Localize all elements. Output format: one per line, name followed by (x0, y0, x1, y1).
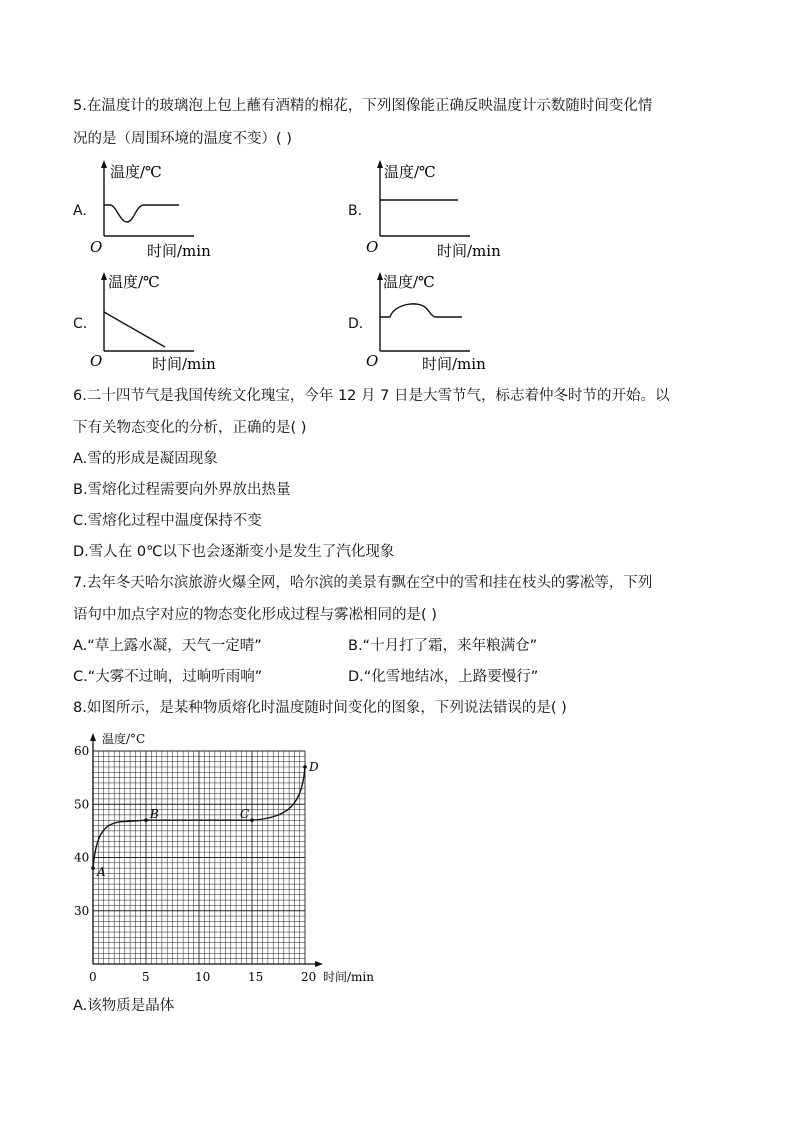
q5-c-xlabel: 时间/min (152, 355, 216, 373)
q5-a-ylabel: 温度/℃ (110, 163, 162, 181)
point-label-c: C (240, 807, 250, 822)
q5-option-d-label: D. (348, 316, 364, 332)
q5-c-ylabel: 温度/℃ (108, 273, 160, 291)
q6-text-line1: 6.二十四节气是我国传统文化瑰宝，今年 12 月 7 日是大雪节气，标志着仲冬时节的开始。以 (73, 388, 670, 404)
q5-option-a-graph (90, 158, 230, 258)
q5-option-a-label: A. (73, 203, 87, 219)
q5-b-origin: O (366, 238, 379, 256)
x-tick-label: 20 (301, 970, 317, 984)
point-d (303, 765, 307, 769)
q5-option-c-graph (90, 270, 230, 373)
q5-option-b-graph (366, 158, 506, 258)
melting-graph (70, 728, 390, 990)
q5-option-c-label: C. (73, 316, 88, 332)
q5-option-d-graph (366, 270, 506, 373)
q5-option-b-label: B. (348, 203, 363, 219)
q5-text-line2: 况的是（周围环境的温度不变）( ) (73, 131, 292, 147)
q6-option-b: B.雪熔化过程需要向外界放出热量 (73, 482, 291, 498)
y-tick-label: 30 (74, 903, 90, 918)
y-tick-label: 60 (74, 744, 90, 758)
q8-text-line1: 8.如图所示，是某种物质熔化时温度随时间变化的图象，下列说法错误的是( ) (73, 700, 567, 716)
q7-text-line2: 语句中加点字对应的物态变化形成过程与雾凇相同的是( ) (73, 607, 437, 623)
x-axis-label: 时间/min (323, 970, 374, 984)
q5-a-xlabel: 时间/min (147, 242, 211, 260)
y-axis-arrow (90, 733, 96, 741)
y-tick-label: 50 (74, 797, 90, 812)
q5-a-origin: O (90, 238, 103, 256)
q5-d-xlabel: 时间/min (422, 355, 486, 373)
q6-text-line2: 下有关物态变化的分析，正确的是( ) (73, 420, 307, 436)
q6-option-d: D.雪人在 0℃以下也会逐渐变小是发生了汽化现象 (73, 544, 395, 560)
q5-d-origin: O (366, 352, 379, 370)
q7-text-line1: 7.去年冬天哈尔滨旅游火爆全网，哈尔滨的美景有飘在空中的雪和挂在枝头的雾凇等，下列 (73, 575, 653, 591)
y-tick-label: 40 (74, 850, 90, 865)
q5-d-ylabel: 温度/℃ (383, 273, 435, 291)
q7-option-b: B.“十月打了霜，来年粮满仓” (348, 638, 538, 654)
q7-option-a: A.“草上露水凝，天气一定晴” (73, 638, 262, 654)
q7-option-d: D.“化雪地结冰，上路要慢行” (348, 669, 539, 685)
q5-b-ylabel: 温度/℃ (384, 163, 436, 181)
q8-option-a: A.该物质是晶体 (73, 998, 175, 1014)
point-label-b: B (150, 807, 159, 822)
x-tick-label: 0 (89, 970, 97, 984)
graph-grid (93, 751, 305, 964)
q5-b-xlabel: 时间/min (437, 242, 501, 260)
point-c (250, 818, 254, 822)
q5-c-origin: O (90, 352, 103, 370)
melting-graph-svg (70, 728, 390, 986)
point-a (91, 866, 95, 870)
q6-option-c: C.雪熔化过程中温度保持不变 (73, 513, 262, 529)
x-axis-arrow (315, 961, 323, 967)
x-tick-label: 10 (195, 970, 211, 984)
point-label-a: A (97, 865, 106, 880)
x-tick-label: 5 (142, 970, 150, 984)
point-b (144, 818, 148, 822)
q6-option-a: A.雪的形成是凝固现象 (73, 451, 218, 467)
point-label-d: D (309, 759, 319, 774)
q5-text-line1: 5.在温度计的玻璃泡上包上蘸有酒精的棉花，下列图像能正确反映温度计示数随时间变化情 (73, 98, 653, 114)
y-axis-label: 温度/°C (102, 732, 146, 746)
q7-option-c: C.“大雾不过晌，过晌听雨响” (73, 669, 263, 685)
x-tick-label: 15 (248, 970, 264, 984)
